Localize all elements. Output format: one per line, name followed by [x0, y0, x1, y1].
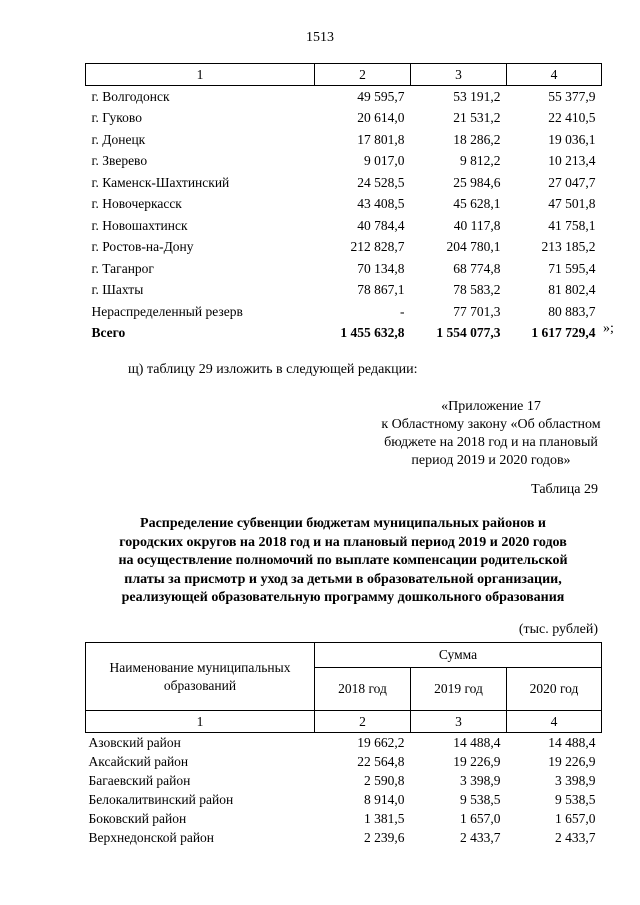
year-column-header: 2018 год	[315, 668, 411, 711]
municipality-name: Нераспределенный резерв	[91, 303, 243, 319]
amount-2020: 41 758,1	[548, 217, 596, 233]
amount-2018: 22 564,8	[357, 753, 405, 769]
amount-2020: 22 410,5	[548, 110, 596, 126]
table-row	[86, 280, 602, 302]
table-row	[86, 790, 602, 809]
municipality-column-header	[86, 643, 315, 711]
subvention-table	[85, 642, 602, 847]
municipality-name: Азовский район	[88, 734, 181, 750]
amount-2018: 24 528,5	[357, 174, 405, 190]
total-2020: 1 617 729,4	[531, 325, 596, 341]
table-row	[86, 771, 602, 790]
amount-2018: 70 134,8	[357, 260, 405, 276]
amount-2018: 1 381,5	[364, 810, 405, 826]
amount-2018: 212 828,7	[350, 239, 405, 255]
amount-2020: 47 501,8	[548, 196, 596, 212]
total-label: Всего	[91, 325, 126, 341]
amount-2019: 9 812,2	[460, 153, 501, 169]
municipality-name: г. Волгодонск	[91, 88, 170, 104]
municipality-name: Багаевский район	[88, 772, 191, 788]
municipality-name: Белокалитвинский район	[88, 791, 234, 807]
table-header-row	[86, 643, 602, 668]
table-numbering-row	[86, 711, 602, 733]
amount-2018: 8 914,0	[364, 791, 405, 807]
amount-2018: 17 801,8	[357, 131, 405, 147]
amount-2018: 49 595,7	[357, 88, 405, 104]
municipality-name: г. Таганрог	[91, 260, 154, 276]
table-row	[86, 194, 602, 216]
amount-2018: 78 867,1	[357, 282, 405, 298]
total-2019: 1 554 077,3	[436, 325, 501, 341]
amount-2018: 2 590,8	[364, 772, 405, 788]
municipality-name: г. Гуково	[91, 110, 142, 126]
sum-column-header: Сумма	[315, 643, 602, 668]
amount-2020: 3 398,9	[555, 772, 596, 788]
column-number: 1	[86, 64, 315, 86]
title-line: реализующей образовательную программу дошкольного образования	[121, 590, 565, 605]
amount-2019: 204 780,1	[446, 239, 501, 255]
amount-2020: 27 047,7	[548, 174, 596, 190]
amount-2018: 9 017,0	[364, 153, 405, 169]
table-number: Таблица 29	[531, 482, 598, 497]
header-text: Наименование муниципальных	[109, 659, 291, 675]
amount-2018: 43 408,5	[357, 196, 405, 212]
amount-2020: 19 226,9	[548, 753, 596, 769]
table-row	[86, 108, 602, 130]
column-number: 2	[315, 711, 411, 733]
amount-2018: -	[400, 303, 405, 319]
amount-2018: 40 784,4	[357, 217, 405, 233]
year-column-header: 2019 год	[411, 668, 507, 711]
amount-2020: 19 036,1	[548, 131, 596, 147]
municipality-name: г. Шахты	[91, 282, 144, 298]
municipality-name: г. Новочеркасск	[91, 196, 182, 212]
municipality-name: г. Ростов-на-Дону	[91, 239, 194, 255]
column-number: 4	[507, 64, 602, 86]
appendix-line: бюджете на 2018 год и на плановый	[384, 435, 598, 450]
header-text: образований	[163, 677, 237, 693]
amount-2020: 80 883,7	[548, 303, 596, 319]
total-row	[86, 323, 602, 345]
column-number: 1	[86, 711, 315, 733]
budget-table-continuation	[85, 63, 602, 344]
amount-2019: 2 433,7	[460, 829, 501, 845]
title-line: платы за присмотр и уход за детьми в образовательной организации,	[124, 571, 562, 587]
municipality-name: г. Донецк	[91, 131, 146, 147]
column-number: 3	[411, 64, 507, 86]
municipality-name: Верхнедонской район	[88, 829, 215, 845]
table-row	[86, 301, 602, 323]
page-number: 1513	[306, 30, 334, 45]
amount-2019: 25 984,6	[453, 174, 501, 190]
table-row	[86, 172, 602, 194]
column-number: 4	[507, 711, 602, 733]
amount-2020: 55 377,9	[548, 88, 596, 104]
table-header-row	[86, 64, 602, 86]
amount-2019: 21 531,2	[453, 110, 501, 126]
table-row	[86, 237, 602, 259]
amount-2019: 18 286,2	[453, 131, 501, 147]
table-row	[86, 809, 602, 828]
title-line: городских округов на 2018 год и на плановый период 2019 и 2020 годов	[119, 534, 567, 550]
amendment-instruction: щ) таблицу 29 изложить в следующей редакции:	[128, 362, 418, 377]
amount-2020: 81 802,4	[548, 282, 596, 298]
amount-2020: 71 595,4	[548, 260, 596, 276]
amount-2020: 2 433,7	[555, 829, 596, 845]
amount-2020: 9 538,5	[555, 791, 596, 807]
amount-2019: 1 657,0	[460, 810, 501, 826]
table-row	[86, 258, 602, 280]
table-row	[86, 733, 602, 753]
amount-2018: 2 239,6	[364, 829, 405, 845]
column-number: 2	[315, 64, 411, 86]
amount-2020: 10 213,4	[548, 153, 596, 169]
table-row	[86, 215, 602, 237]
amount-2018: 20 614,0	[357, 110, 405, 126]
amount-2020: 1 657,0	[555, 810, 596, 826]
closing-mark-text: »;	[603, 321, 614, 336]
appendix-line: период 2019 и 2020 годов»	[411, 453, 571, 468]
amount-2020: 14 488,4	[548, 734, 596, 750]
amount-2018: 19 662,2	[357, 734, 405, 750]
appendix-line: к Областному закону «Об областном	[381, 417, 601, 432]
appendix-header	[360, 398, 622, 470]
table-row	[86, 129, 602, 151]
municipality-name: г. Зверево	[91, 153, 148, 169]
units-label: (тыс. рублей)	[518, 622, 598, 637]
total-2018: 1 455 632,8	[340, 325, 405, 341]
table-title	[85, 515, 601, 608]
amount-2019: 3 398,9	[460, 772, 501, 788]
amount-2019: 77 701,3	[453, 303, 501, 319]
table-row	[86, 828, 602, 847]
municipality-name: г. Каменск-Шахтинский	[91, 174, 230, 190]
table-row	[86, 151, 602, 173]
amount-2019: 53 191,2	[453, 88, 501, 104]
table-row	[86, 86, 602, 108]
amount-2019: 78 583,2	[453, 282, 501, 298]
municipality-name: Боковский район	[88, 810, 187, 826]
municipality-name: Аксайский район	[88, 753, 189, 769]
amount-2019: 19 226,9	[453, 753, 501, 769]
appendix-line: «Приложение 17	[441, 399, 541, 414]
amount-2020: 213 185,2	[541, 239, 596, 255]
amount-2019: 40 117,8	[453, 217, 501, 233]
column-number: 3	[411, 711, 507, 733]
amount-2019: 9 538,5	[460, 791, 501, 807]
amount-2019: 68 774,8	[453, 260, 501, 276]
closing-quote-mark	[603, 321, 614, 337]
table-row	[86, 752, 602, 771]
year-column-header: 2020 год	[507, 668, 602, 711]
title-line: на осуществление полномочий по выплате компенсации родительской	[118, 553, 568, 568]
amount-2019: 14 488,4	[453, 734, 501, 750]
amount-2019: 45 628,1	[453, 196, 501, 212]
municipality-name: г. Новошахтинск	[91, 217, 188, 233]
title-line: Распределение субвенции бюджетам муниципальных районов и	[140, 516, 546, 531]
